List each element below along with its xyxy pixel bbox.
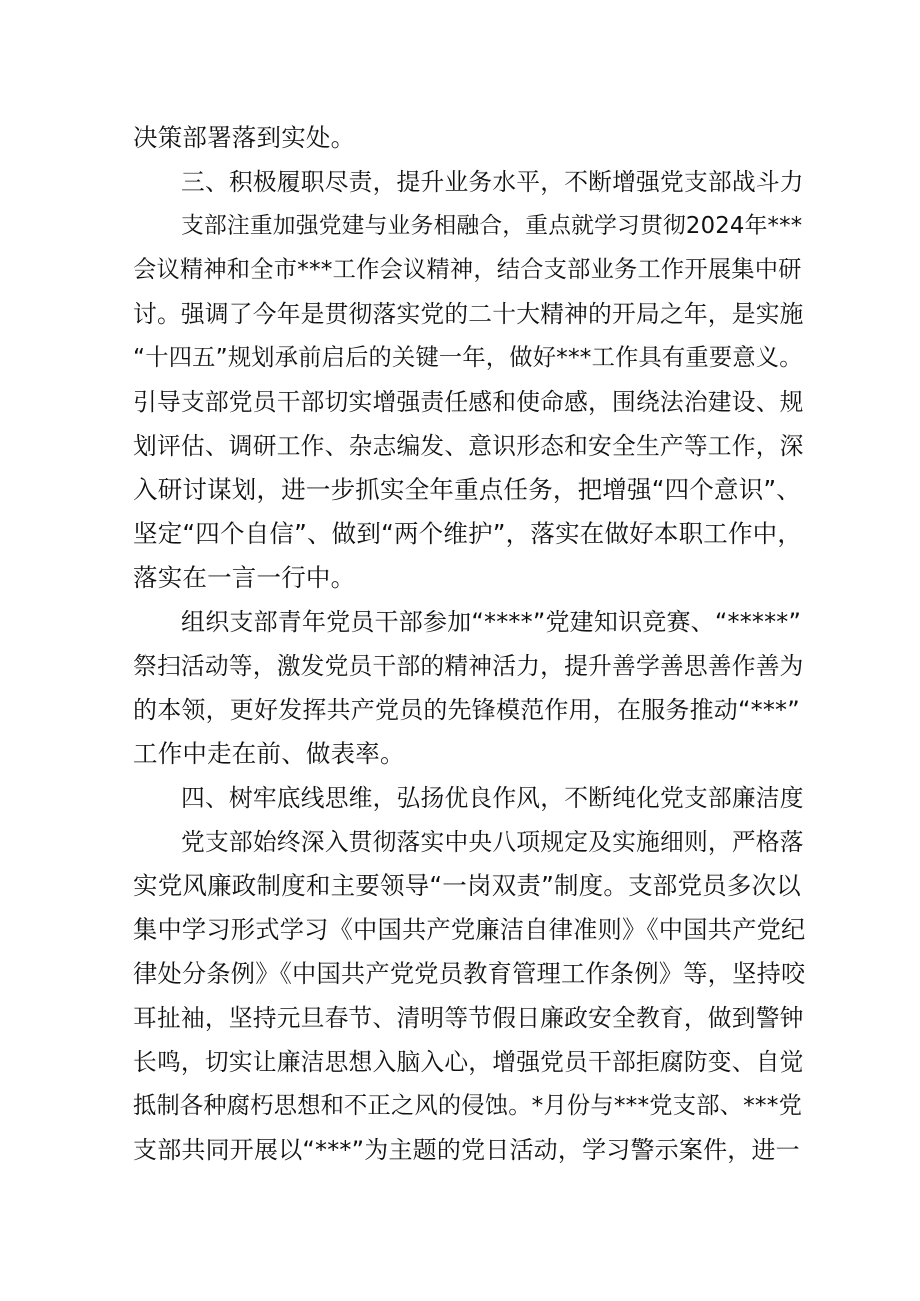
- text-line: 支部共同开展以“***”为主题的党日活动，学习警示案件，进一: [133, 1136, 800, 1164]
- text-line: 祭扫活动等，激发党员干部的精神活力，提升善学善思善作善为: [133, 652, 804, 680]
- text-line: 划评估、调研工作、杂志编发、意识形态和安全生产等工作，深: [133, 432, 804, 460]
- text-line: 会议精神和全市***工作会议精神，结合支部业务工作开展集中研: [133, 256, 802, 283]
- text-line: 支部注重加强党建与业务相融合，重点就学习贯彻2024年***: [181, 213, 803, 239]
- text-line: “十四五”规划承前启后的关键一年，做好***工作具有重要意义。: [133, 344, 803, 371]
- text-line: 的本领，更好发挥共产党员的先锋模范作用，在服务推动“***”: [133, 696, 800, 724]
- text-line: 坚定“四个自信”、做到“两个维护”，落实在做好本职工作中，: [133, 519, 803, 548]
- text-line: 党支部始终深入贯彻落实中央八项规定及实施细则，严格落: [181, 828, 804, 856]
- text-line: 落实在一言一行中。: [133, 563, 356, 592]
- text-line: 引导支部党员干部切实增强责任感和使命感，围绕法治建设、规: [133, 388, 804, 416]
- text-line: 律处分条例》《中国共产党党员教育管理工作条例》等，坚持咬: [133, 959, 806, 988]
- text-line: 集中学习形式学习《中国共产党廉洁自律准则》《中国共产党纪: [133, 915, 806, 944]
- text-line: 组织支部青年党员干部参加“****”党建知识竞赛、“*****”: [181, 608, 802, 636]
- section-heading-3: 三、积极履职尽责，提升业务水平，不断增强党支部战斗力: [181, 168, 804, 196]
- text-line: 耳扯袖，坚持元旦春节、清明等节假日廉政安全教育，做到警钟: [133, 1004, 804, 1032]
- text-line: 工作中走在前、做表率。: [133, 739, 405, 768]
- text-line: 决策部署落到实处。: [133, 123, 356, 152]
- text-line: 长鸣，切实让廉洁思想入脑入心，增强党员干部拒腐防变、自觉: [133, 1048, 804, 1076]
- text-line: 入研讨谋划，进一步抓实全年重点任务，把增强“四个意识”、: [133, 475, 801, 504]
- section-heading-4: 四、树牢底线思维，弘扬优良作风，不断纯化党支部廉洁度: [181, 784, 804, 812]
- text-line: 讨。强调了今年是贯彻落实党的二十大精神的开局之年，是实施: [133, 300, 804, 328]
- text-line: 抵制各种腐朽思想和不正之风的侵蚀。*月份与***党支部、***党: [133, 1092, 803, 1119]
- text-line: 实党风廉政制度和主要领导“一岗双责”制度。支部党员多次以: [133, 871, 801, 900]
